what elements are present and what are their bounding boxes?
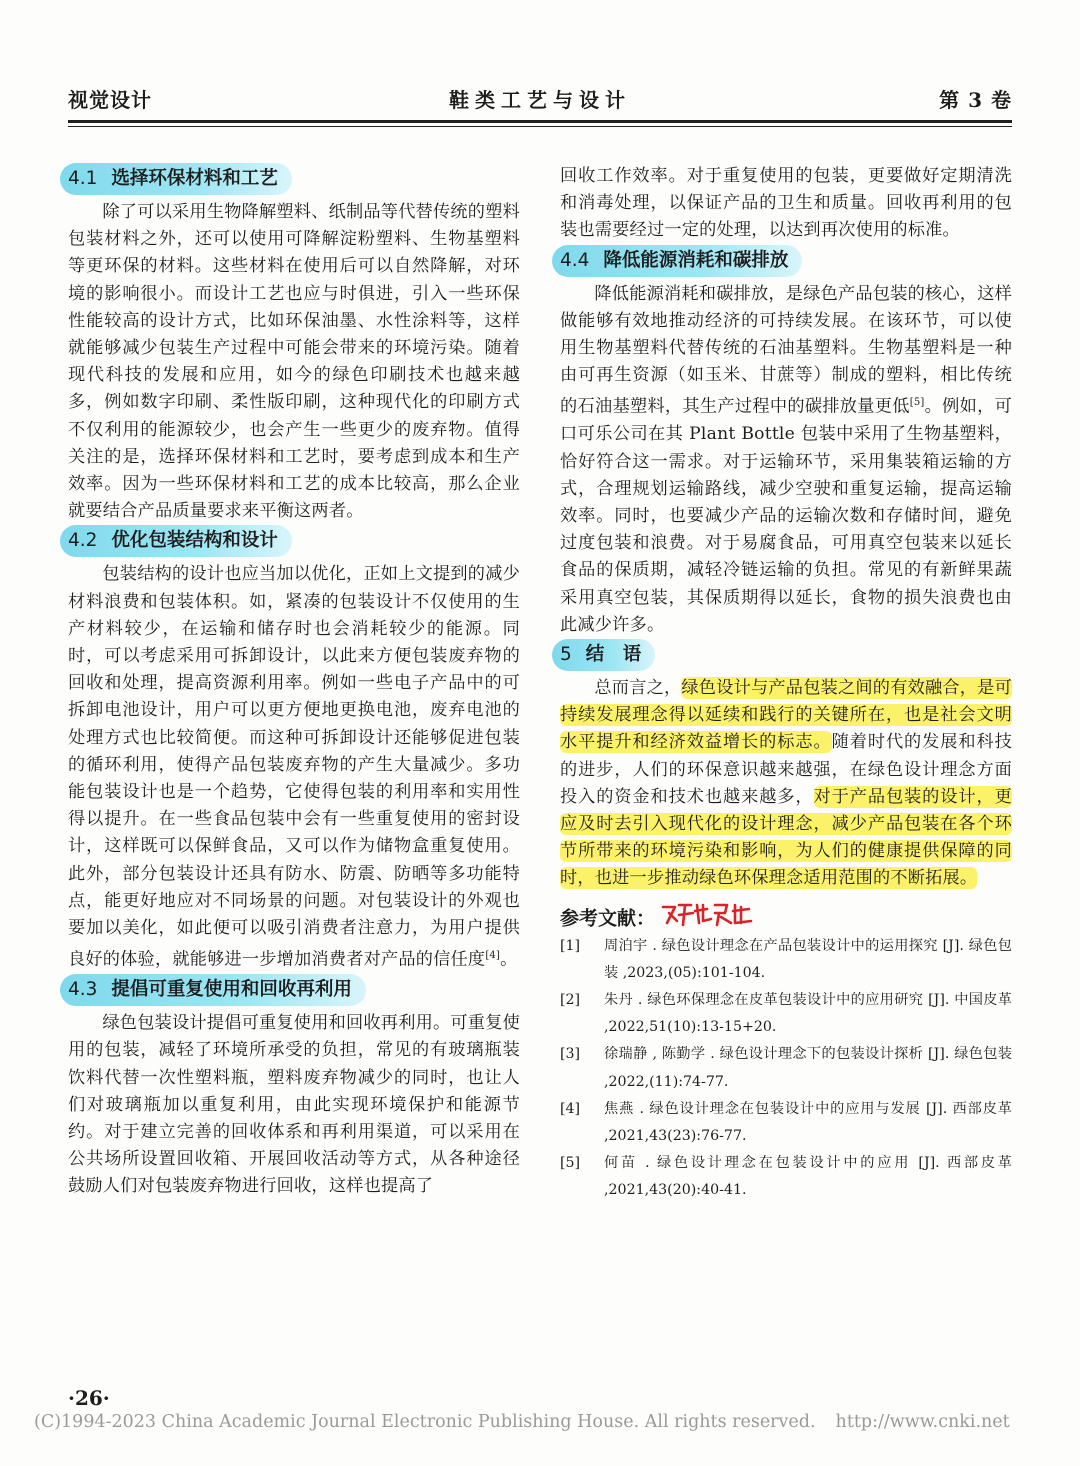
section-number: 4.2 (68, 530, 98, 552)
reference-item (560, 1096, 1012, 1150)
reference-number: [4] (560, 1100, 581, 1117)
reference-item (560, 1150, 1012, 1204)
reference-text: 周泊宇 . 绿色设计理念在产品包装设计中的运用探究 [J]. 绿色包装 ,2023,(05):101-104. (604, 937, 1012, 981)
section-title: 优化包装结构和设计 (111, 530, 278, 552)
reference-item (560, 1041, 1012, 1095)
right-column (560, 163, 1012, 1205)
left-column (68, 163, 520, 1201)
section-title: 降低能源消耗和碳排放 (603, 249, 789, 271)
conclusion-text: 总而言之， (594, 677, 682, 698)
page-number: ·26· (68, 1386, 110, 1410)
copyright-footer (34, 1412, 1074, 1432)
references-heading (560, 899, 1012, 933)
section-heading-4-2 (60, 525, 292, 557)
reference-text: 朱丹 . 绿色环保理念在皮革包装设计中的应用研究 [J]. 中国皮革 ,2022,51(10):13-15+20. (604, 992, 1012, 1036)
highlighted-text-1: 绿色设计与产品包装之间的有效融合，是可持续发展理念得以延续和践行的关键所在，也是社会文明水平提升和经济效益增长的标志。 (560, 677, 1012, 753)
paragraph-4-4 (560, 281, 1012, 639)
paragraph-4-1: 除了可以采用生物降解塑料、纸制品等代替传统的塑料包装材料之外，还可以使用可降解淀粉塑料、生物基塑料等更环保的材料。这些材料在使用后可以自然降解，对环境的影响很小。而设计工艺也应与时俱进，引入一些环保性能较高的设计方式，比如环保油墨、水性涂料等，这样就能够减少包装生产过程中可能会带来的环境污染。随着现代科技的发展和应用，如今的绿色印刷技术也越来越多，例如数字印刷、柔性版印刷，这种现代化的印刷方式不仅利用的能源较少，也会产生一些更少的废弃物。值得关注的是，选择环保材料和工艺时，要考虑到成本和生产效率。因为一些环保材料和工艺的成本比较高，那么企业就要结合产品质量要求来平衡这两者。 (68, 202, 520, 522)
reference-number: [5] (560, 1155, 581, 1172)
footer-url-link[interactable]: http://www.cnki.net (835, 1412, 1010, 1432)
reference-text: 何苗 . 绿色设计理念在包装设计中的应用 [J]. 西部皮革 ,2021,43(20):40-41. (604, 1155, 1012, 1199)
paragraph-4-3: 绿色包装设计提倡可重复使用和回收再利用。可重复使用的包装，减轻了环境所承受的负担，常见的有玻璃瓶装饮料代替一次性塑料瓶，塑料废弃物减少的同时，也让人们对玻璃瓶加以重复利用，由此实现环境保护和能源节约。对于建立完善的回收体系和再利用渠道，可以采用在公共场所设置回收箱、开展回收活动等方式，从各种途径鼓励人们对包装废弃物进行回收，这样也提高了 (68, 1013, 520, 1197)
header-section: 视觉设计 (68, 88, 152, 112)
header-volume: 第 3 卷 (939, 88, 1012, 112)
reference-item (560, 933, 1012, 987)
reference-number: [3] (560, 1046, 581, 1063)
reference-number: [1] (560, 937, 581, 954)
citation-4[interactable]: [4] (485, 950, 501, 962)
references-title: 参考文献： (560, 907, 656, 930)
paragraph-4-2 (68, 561, 520, 974)
conclusion-text-2: 随着时代的发展和科技的进步，人们的环保意识越来越强，在绿色设计理念方面投入的资金和技术也越来越多， (560, 732, 1012, 807)
header-rule-thick (68, 120, 1012, 123)
section-heading-4-1 (60, 163, 292, 195)
section-number: 4.3 (68, 979, 98, 1001)
paragraph-end: 。 (500, 950, 518, 971)
paragraph-text: 包装结构的设计也应当加以优化，正如上文提到的减少材料浪费和包装体积。如，紧凑的包装设计不仅使用的生产材料较少，在运输和储存时也会消耗较少的能源。同时，可以考虑采用可拆卸设计，以此来方便包装废弃物的回收和处理，提高资源利用率。例如一些电子产品中的可拆卸电池设计，用户可以更方便地更换电池，废弃电池的处理方式也比较简便。而这种可拆卸设计还能够促进包装的循环利用，使得产品包装废弃物的产生大量减少。多功能包装设计也是一个趋势，它使得包装的利用率和实用性得以提升。在一些食品包装中会有一些重复使用的密封设计，这样既可以保鲜食品，又可以作为储物盒重复使用。此外，部分包装设计还具有防水、防震、防晒等多功能特点，能更好地应对不同场景的问题。对包装设计的外观也要加以美化，如此便可以吸引消费者注意力，为用户提供良好的体验，就能够进一步增加消费者对产品的信任度 (68, 564, 520, 971)
section-title: 提倡可重复使用和回收再利用 (111, 979, 352, 1001)
highlighted-text-2: 对于产品包装的设计，更应及时去引入现代化的设计理念，减少产品包装在各个环节所带来的环境污染和影响，为人们的健康提供保障的同时，也进一步推动绿色环保理念适用范围的不断拓展。 (560, 786, 1013, 889)
running-header (68, 84, 1012, 112)
copyright-text: (C)1994-2023 China Academic Journal Electronic Publishing House. All rights reserved. (34, 1412, 816, 1432)
paragraph-4-3-continued: 回收工作效率。对于重复使用的包装，更要做好定期清洗和消毒处理，以保证产品的卫生和质量。回收再利用的包装也需要经过一定的处理，以达到再次使用的标准。 (560, 166, 1012, 241)
section-title: 选择环保材料和工艺 (111, 168, 278, 189)
header-rule-thin (68, 126, 1012, 127)
section-number: 4.4 (560, 249, 590, 271)
reference-text: 焦燕 . 绿色设计理念在包装设计中的应用与发展 [J]. 西部皮革 ,2021,43(23):76-77. (604, 1100, 1012, 1145)
reference-text: 徐瑞静 , 陈勤学 . 绿色设计理念下的包装设计探析 [J]. 绿色包装 ,2022,(11):74-77. (604, 1046, 1012, 1090)
section-heading-5 (552, 639, 655, 671)
section-number: 4.1 (68, 168, 98, 189)
section-heading-4-3 (60, 974, 366, 1006)
section-number: 5 (560, 643, 572, 665)
reference-number: [2] (560, 992, 581, 1009)
paragraph-conclusion (560, 675, 1012, 893)
section-title: 结 语 (585, 643, 642, 665)
header-journal-title: 鞋类工艺与设计 (449, 88, 631, 112)
citation-5[interactable]: [5] (909, 397, 925, 409)
section-heading-4-4 (552, 245, 802, 277)
paragraph-text: 降低能源消耗和碳排放，是绿色产品包装的核心，这样做能够有效地推动经济的可持续发展。在该环节，可以使用生物基塑料代替传统的石油基塑料。生物基塑料是一种由可再生资源（如玉米、甘蔗等）制成的塑料，相比传统的石油基塑料，其生产过程中的碳排放量更低 (560, 283, 1012, 418)
reference-list (560, 933, 1012, 1205)
paragraph-text-continued: 。例如，可口可乐公司在其 Plant Bottle 包装中采用了生物基塑料，恰好符合这一需求。对于运输环节，采用集装箱运输的方式，合理规划运输路线，减少空驶和重复运输，提高运输效率。同时，也要减少产品的运输次数和存储时间，避免过度包装和浪费。对于易腐食品，可用真空包装来以延长食品的保质期，减轻冷链运输的负担。常见的有新鲜果蔬采用真空包装，其保质期得以延长，食物的损失浪费也由此减少许多。 (560, 397, 1012, 635)
reference-item (560, 987, 1012, 1041)
